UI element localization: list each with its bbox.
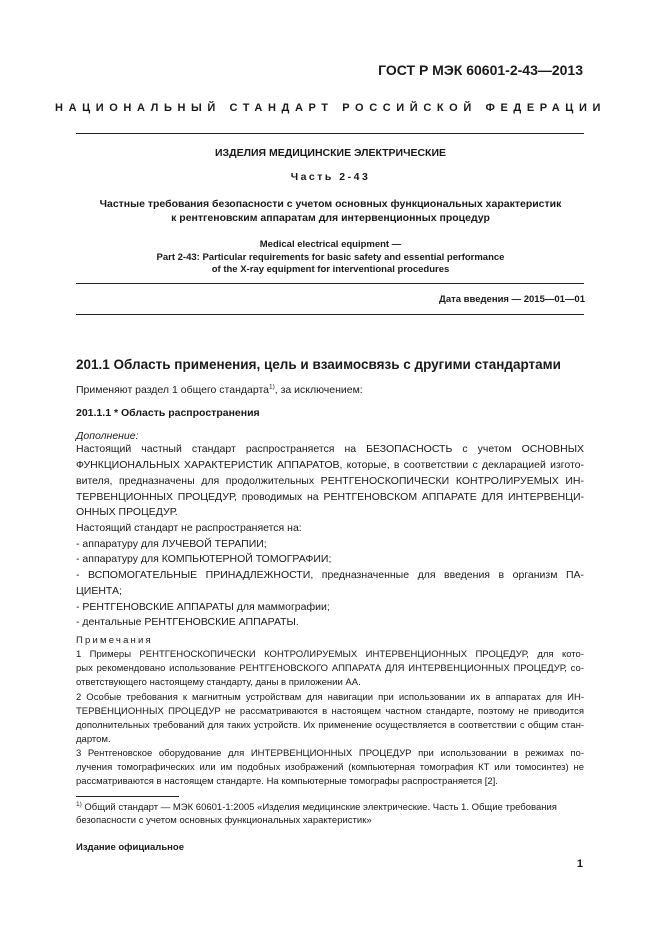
footnote-line-1 [76, 802, 584, 813]
note2-line-2: ТЕРВЕНЦИОННЫХ ПРОЦЕДУР не рассматриваются в настоящем частном стандарте, поэтому не приводится [76, 706, 584, 717]
russian-subtitle-line-1: Частные требования безопасности с учетом основных функциональных характеристик [99, 198, 562, 210]
paragraph-line [76, 475, 584, 487]
note-line [76, 692, 584, 703]
english-title-line-2: Part 2-43: Particular requirements for basic safety and essential performance [156, 251, 505, 263]
note-line [76, 720, 584, 731]
title-rule [76, 283, 584, 284]
edition-label: Издание официальное [76, 842, 184, 853]
page-number: 1 [576, 858, 583, 870]
note-line [76, 649, 584, 660]
paragraph-line [76, 443, 584, 455]
note3-line-2: лучения томографических или им подобных изображений (компьютерная томография КТ или томосинтез) не [76, 762, 584, 773]
date-of-introduction: Дата введения — 2015—01—01 [439, 294, 585, 305]
document-code: ГОСТ Р МЭК 60601-2-43—2013 [378, 62, 583, 78]
paragraph-line [76, 491, 584, 503]
note-line [76, 706, 584, 717]
english-title-line-3: of the X-ray equipment for interventional procedures [211, 264, 450, 275]
note-line: ответствующего настоящему стандарту, даны в приложении АА. [76, 677, 361, 688]
exclusion-item: - аппаратуру для КОМПЬЮТЕРНОЙ ТОМОГРАФИИ; [76, 553, 332, 565]
p1-line-2: ФУНКЦИОНАЛЬНЫХ ХАРАКТЕРИСТИК АППАРАТОВ, которые, в соответствии с декларацией изгото- [76, 459, 584, 471]
exclusion-item: - дентальные РЕНТГЕНОВСКИЕ АППАРАТЫ. [76, 616, 299, 628]
english-title-line-1: Medical electrical equipment — [259, 239, 402, 250]
footnote-rule [76, 796, 179, 797]
note-line [76, 748, 584, 759]
paragraph-line [76, 459, 584, 471]
exclusion-item: - РЕНТГЕНОВСКИЕ АППАРАТЫ для маммографии; [76, 601, 330, 613]
note-line [76, 762, 584, 773]
note-line [76, 663, 584, 674]
exclusions-intro: Настоящий стандарт не распространяется на: [76, 522, 302, 534]
applied-tail: , за исключением: [274, 384, 363, 396]
national-standard-banner: НАЦИОНАЛЬНЫЙ СТАНДАРТ РОССИЙСКОЙ ФЕДЕРАЦИИ [55, 102, 606, 114]
addition-label: Дополнение: [76, 430, 139, 442]
note-line: дартом. [76, 734, 111, 745]
note2-line-3: дополнительных требований для таких устройств. Их применение осуществляется в соответствии с общим стан- [76, 720, 584, 731]
notes-label: Примечания [76, 635, 153, 646]
p1-line-3: вителя, предназначены для продолжительных РЕНТГЕНОСКОПИЧЕСКИ КОНТРОЛИРУЕМЫХ ИН- [76, 475, 584, 487]
header-rule [76, 133, 584, 134]
footnote-text-1: Общий стандарт — МЭК 60601-1:2005 «Изделия медицинские электрические. Часть 1. Общие требования [81, 802, 557, 813]
p1-line-1: Настоящий частный стандарт распространяется на БЕЗОПАСНОСТЬ с учетом ОСНОВНЫХ [76, 443, 584, 455]
footnote-mark: 1) [76, 800, 82, 808]
exclusion-item: ЦИЕНТА; [76, 585, 122, 597]
footnote-ref: 1) [268, 383, 275, 391]
date-rule [76, 314, 584, 315]
exclusion-item: - аппаратуру для ЛУЧЕВОЙ ТЕРАПИИ; [76, 538, 267, 550]
note1-line-2: рых рекомендовано использование РЕНТГЕНОВСКОГО АППАРАТА ДЛЯ ИНТЕРВЕНЦИОННЫХ ПРОЦЕДУР, со- [76, 663, 584, 674]
applied-text: Применяют раздел 1 общего стандарта [76, 384, 269, 396]
english-title [0, 239, 661, 277]
russian-subtitle [0, 197, 661, 225]
note2-line-1: 2 Особые требования к магнитным устройствам для навигации при использовании их в аппаратах для ИН- [76, 692, 584, 703]
note-line: рассматриваются в настоящем стандарте. На компьютерные томографы распространяется [2]. [76, 776, 498, 787]
exclusion-item [76, 569, 584, 581]
footnote-line-2: безопасности с учетом основных функциональных характеристик» [76, 815, 372, 826]
note3-line-1: 3 Рентгеновское оборудование для ИНТЕРВЕНЦИОННЫХ ПРОЦЕДУР при использовании в режимах по- [76, 748, 584, 759]
standard-part: Часть 2-43 [290, 171, 371, 183]
p1-line-4: ТЕРВЕНЦИОННЫХ ПРОЦЕДУР, проводимых на РЕНТГЕНОВСКОМ АППАРАТЕ ДЛЯ ИНТЕРВЕНЦИ- [76, 491, 584, 503]
standard-title: ИЗДЕЛИЯ МЕДИЦИНСКИЕ ЭЛЕКТРИЧЕСКИЕ [214, 147, 447, 159]
applied-paragraph [76, 384, 584, 396]
list3-line-1: - ВСПОМОГАТЕЛЬНЫЕ ПРИНАДЛЕЖНОСТИ, предназначенные для введения в организм ПА- [76, 569, 584, 581]
note1-line-1: 1 Примеры РЕНТГЕНОСКОПИЧЕСКИ КОНТРОЛИРУЕМЫХ ИНТЕРВЕНЦИОННЫХ ПРОЦЕДУР, для кото- [76, 649, 584, 660]
russian-subtitle-line-2: к рентгеновским аппаратам для интервенционных процедур [171, 212, 490, 224]
subsection-heading: 201.1.1 * Область распространения [76, 407, 260, 419]
paragraph-line: ОННЫХ ПРОЦЕДУР. [76, 506, 178, 518]
section-heading: 201.1 Область применения, цель и взаимосвязь с другими стандартами [76, 357, 561, 372]
